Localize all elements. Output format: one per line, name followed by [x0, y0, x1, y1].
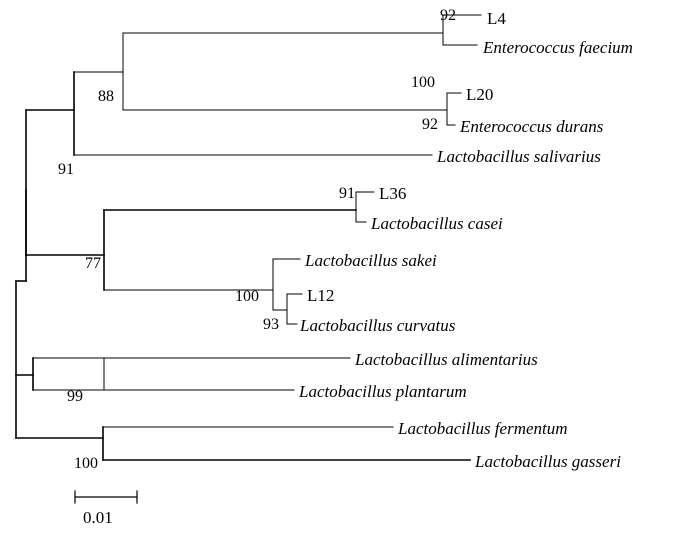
taxon-label-l-gasseri: Lactobacillus gasseri — [475, 452, 621, 471]
bootstrap-value-91-root: 91 — [58, 161, 74, 178]
bootstrap-value-92-faecium: 92 — [440, 7, 456, 24]
taxon-label-l-salivarius: Lactobacillus salivarius — [437, 147, 601, 166]
taxon-label-l4: L4 — [487, 9, 506, 28]
taxon-label-e-durans: Enterococcus durans — [460, 117, 604, 136]
bootstrap-value-92-durans: 92 — [422, 116, 438, 133]
bootstrap-value-93: 93 — [263, 316, 279, 333]
bootstrap-value-77: 77 — [85, 255, 101, 272]
taxon-label-l-curvatus: Lactobacillus curvatus — [300, 316, 456, 335]
bootstrap-value-100-curvatus: 100 — [235, 288, 259, 305]
taxon-label-l-alimentarius: Lactobacillus alimentarius — [355, 350, 538, 369]
taxon-label-e-faecium: Enterococcus faecium — [483, 38, 633, 57]
taxon-label-l-plantarum: Lactobacillus plantarum — [299, 382, 467, 401]
taxon-label-l-sakei: Lactobacillus sakei — [305, 251, 437, 270]
bootstrap-value-100-durans: 100 — [411, 74, 435, 91]
bootstrap-value-91-casei: 91 — [339, 185, 355, 202]
scale-bar-label: 0.01 — [83, 508, 113, 527]
taxon-label-l36: L36 — [379, 184, 407, 203]
taxon-label-l-fermentum: Lactobacillus fermentum — [398, 419, 568, 438]
bootstrap-value-99: 99 — [67, 388, 83, 405]
bootstrap-value-100-gasseri: 100 — [74, 455, 98, 472]
taxon-label-l-casei: Lactobacillus casei — [371, 214, 503, 233]
bootstrap-value-88: 88 — [98, 88, 114, 105]
taxon-label-l20: L20 — [466, 85, 494, 104]
taxon-label-l12: L12 — [307, 286, 335, 305]
